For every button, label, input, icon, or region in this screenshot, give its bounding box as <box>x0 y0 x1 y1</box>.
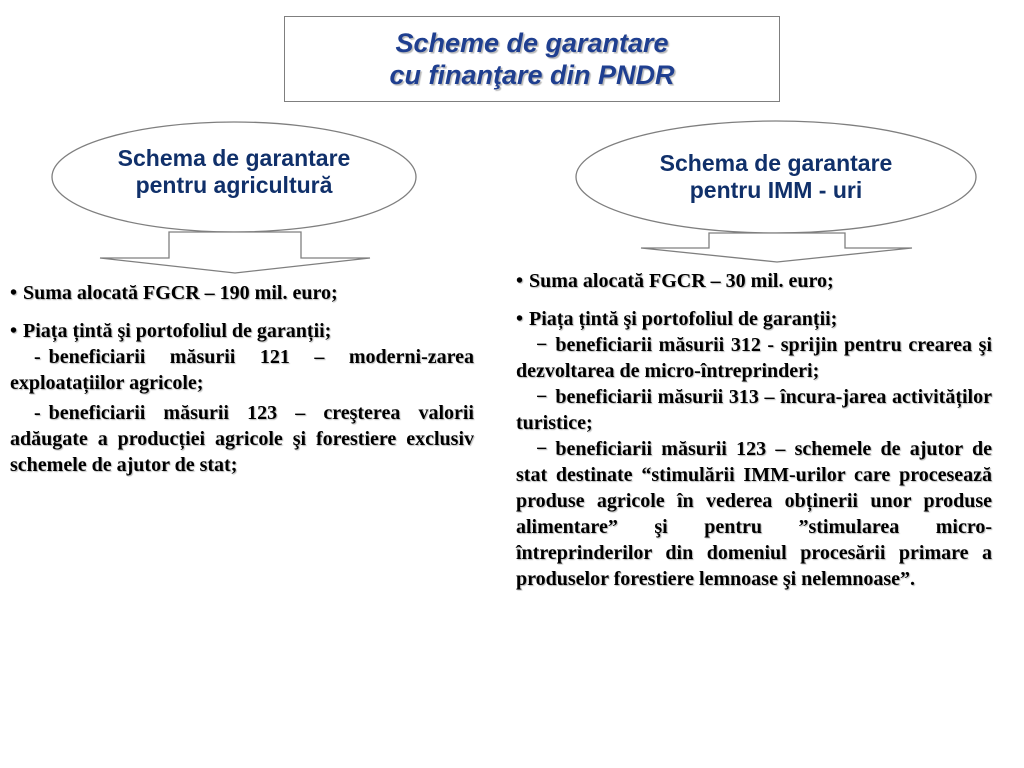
bullet-icon: • <box>516 270 524 292</box>
bullet-icon: • <box>10 320 18 342</box>
right-ellipse-line-1: Schema de garantare <box>659 150 893 176</box>
dash-icon: − <box>536 386 548 408</box>
right-ellipse-line-2: pentru IMM - uri <box>689 177 863 203</box>
bullet-icon: • <box>516 308 524 330</box>
dash-icon: − <box>536 438 548 460</box>
right-ellipse-label <box>594 150 958 204</box>
left-sub-item-121: - beneficiarii măsurii 121 – moderni-zarea exploatațiilor agricole; <box>10 346 474 394</box>
dash-icon: - <box>34 346 41 368</box>
left-ellipse-line-1: Schema de garantare <box>117 145 351 171</box>
right-bullet-target-market: • Piața țintă şi portofoliul de garanții; <box>516 308 838 330</box>
dash-icon: − <box>536 334 548 356</box>
left-down-arrow <box>100 232 370 273</box>
left-ellipse-label <box>60 145 408 199</box>
right-down-arrow <box>641 233 912 262</box>
right-sub-item-312: − beneficiarii măsurii 312 - sprijin pentru crearea şi dezvoltarea de micro-întreprinderi; <box>516 334 992 382</box>
title-line-1: Scheme de garantare <box>395 28 669 58</box>
right-bullet-allocation: • Suma alocată FGCR – 30 mil. euro; <box>516 270 834 292</box>
left-sub-item-123: - beneficiarii măsurii 123 – creşterea valorii adăugate a producției agricole şi forestiere exclusiv schemele de ajutor de stat; <box>10 402 474 476</box>
dash-icon: - <box>34 402 41 424</box>
left-column <box>10 280 474 478</box>
right-column <box>516 268 992 592</box>
right-sub-item-313: − beneficiarii măsurii 313 – încura-jarea activităților turistice; <box>516 386 992 434</box>
left-bullet-target-market: • Piața țintă şi portofoliul de garanții; <box>10 320 332 342</box>
left-bullet-allocation: • Suma alocată FGCR – 190 mil. euro; <box>10 282 338 304</box>
left-ellipse-line-2: pentru agricultură <box>135 172 333 198</box>
title-line-2: cu finanţare din PNDR <box>389 60 675 90</box>
right-sub-item-123: − beneficiarii măsurii 123 – schemele de ajutor de stat destinate “stimulării IMM-urilor care procesează produse agricole în vederea obținerii unor produse alimentare” şi pentru ”stimularea micro-întreprinderilor din domeniul procesării primare a produselor forestiere lemnoase şi nelemnoase”. <box>516 438 992 590</box>
bullet-icon: • <box>10 282 18 304</box>
